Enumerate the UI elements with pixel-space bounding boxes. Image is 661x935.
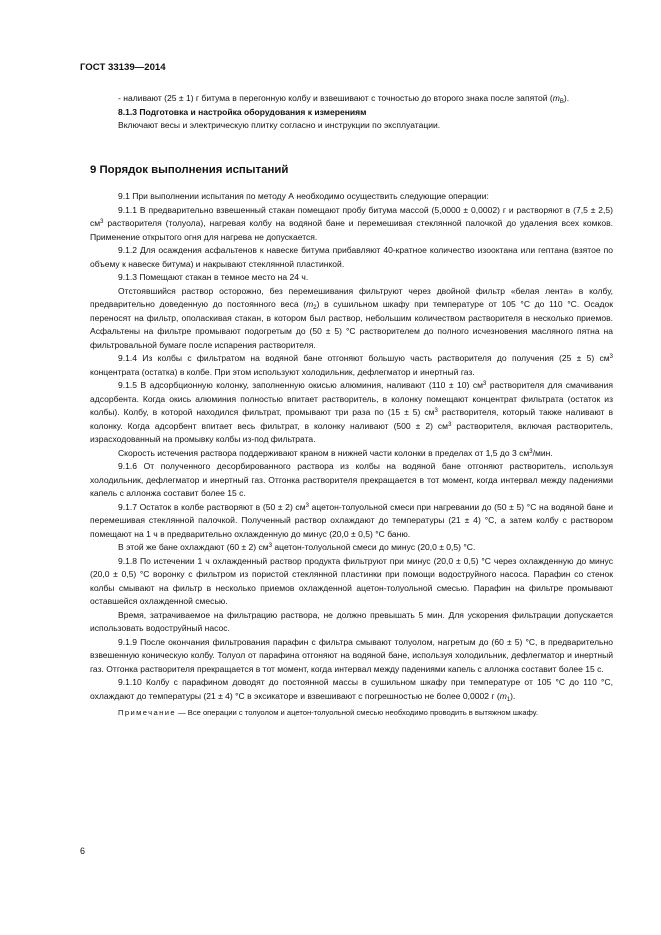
subsection-heading-8-1-3: 8.1.3 Подготовка и настройка оборудования к измерениям xyxy=(118,106,367,117)
paragraph-weigh-bitumen: - наливают (25 ± 1) г битума в перегонную колбу и взвешивают с точностью до второго знака после запятой $(m_B)$. xyxy=(118,93,570,105)
standard-header: ГОСТ 33139—2014 xyxy=(80,62,166,73)
note-text: — Все операции с толуолом и ацетон-толуольной смесью необходимо проводить в вытяжном шкафу. xyxy=(175,708,538,717)
paragraph-9-1-1: 9.1.1 В предварительно взвешенный стакан помещают пробу битума массой (5,0000 ± 0,0002) г и растворяют в (7,5 ± 2,5) $см^3$ растворителя (толуола), нагревая колбу на водяной бане и перемешивая стеклянной палочкой до удаления всех комков. Применение открытого огня для нагрева не допускается. xyxy=(90,204,613,242)
section-9-body xyxy=(90,190,613,719)
paragraph-9-1-10: 9.1.10 Колбу с парафином доводят до постоянной массы в сушильном шкафу при температуре от 105 °С до 110 °С, охлаждают до температуры (21 ± 4) °С в эксикаторе и взвешивают с погрешностью не более 0,0002 г $(m_1)$. xyxy=(90,677,613,703)
paragraph-9-1-9: 9.1.9 После окончания фильтрования парафин с фильтра смывают толуолом, нагретым до (60 ± 5) °С, в предварительно взвешенную коническую колбу. Толуол от парафина отгоняют на водяной бане, используя холодильник, дефлегматор и инертный газ. Отгонка растворителя прекращается в тот момент, когда интервал между падениями капель с аллонжа составит более 15 с. xyxy=(90,636,613,674)
paragraph-same-bath: В этой же бане охлаждают (60 ± 2) $см^3$ ацетон-толуольной смеси до минус (20,0 ± 0,5) °С. xyxy=(118,542,476,552)
paragraph-9-1-3: 9.1.3 Помещают стакан в темное место на 24 ч. xyxy=(118,272,309,282)
paragraph-8-1-3: Включают весы и электрическую плитку согласно и инструкции по эксплуатации. xyxy=(118,120,441,130)
paragraph-9-1-4: 9.1.4 Из колбы с фильтратом на водяной бане отгоняют большую часть растворителя до получения (25 ± 5) $см^3$ концентрата (остатка) в колбе. При этом используют холодильник, дефлегматор и инертный газ. xyxy=(90,353,613,377)
section-8-tail xyxy=(90,92,613,133)
note xyxy=(90,707,613,719)
note-label: Примечание xyxy=(118,708,176,717)
paragraph-flow-rate: Скорость истечения раствора поддерживают краном в нижней части колонки в пределах от 1,5 до 3 $см^3$/мин. xyxy=(118,447,553,458)
page-number: 6 xyxy=(80,846,86,856)
paragraph-9-1-7: 9.1.7 Остаток в колбе растворяют в (50 ± 2) $см^3$ ацетон-толуольной смеси при нагревании до (50 ± 5) °С на водяной бане и перемешивая стеклянной палочкой. Полученный раствор охлаждают до температуры (21 ± 4) °С, а затем колбу с раствором помещают на 1 ч в предварительно охлажденную до минус (20,0 ± 0,5) °С баню. xyxy=(90,501,613,539)
paragraph-settled-solution: Отстоявшийся раствор осторожно, без перемешивания фильтруют через двойной фильтр «белая лента» в колбу, предварительно доведенную до постоянного веса $(m_2)$ в сушильном шкафу при температуре от 105 °С до 110 °С. Осадок переносят на фильтр, ополаскивая стакан, в котором был раствор, небольшим количеством растворителя в несколько приемов. Асфальтены на фильтре промывают подогретым до (50 ± 5) °С растворителем до полного исчезновения масляного пятна на фильтровальной бумаге после испарения растворителя. xyxy=(90,285,613,350)
paragraph-9-1-5: 9.1.5 В адсорбционную колонку, заполненную окисью алюминия, наливают (110 ± 10) $см^3$ растворителя для смачивания адсорбента. Когда окись алюминия полностью впитает растворитель, в колонку помещают концентрат фильтрата (остаток из колбы). Колбу, в которой находился фильтрат, промывают три раза по (15 ± 5) $см^3$ растворителя, который также наливают в колонку. Когда адсорбент впитает весь фильтрат, в колонку наливают (500 ± 2) $см^3$ растворителя, включая растворитель, израсходованный на промывку колбы из-под фильтрата. xyxy=(90,380,614,444)
section-title-9: 9 Порядок выполнения испытаний xyxy=(90,164,289,176)
paragraph-9-1-2: 9.1.2 Для осаждения асфальтенов к навеске битума прибавляют 40-кратное количество изооктана или гептана (взятое по объему к навеске битума) и накрывают стеклянной пластинкой. xyxy=(90,245,613,269)
paragraph-9-1: 9.1 При выполнении испытания по методу А необходимо осуществить следующие операции: xyxy=(118,191,489,201)
paragraph-9-1-8: 9.1.8 По истечении 1 ч охлажденный раствор продукта фильтруют при минус (20,0 ± 0,5) °С через охлажденную до минус (20,0 ± 0,5) °С воронку с фильтром из пористой стеклянной пластинки при помощи водоструйного насоса. Парафин со стенок колбы смывают на фильтр в несколько приемов охлажденной ацетон-толуольной смесью. Парафин на фильтре промывают оставшейся охлажденной смесью. xyxy=(90,555,613,606)
paragraph-9-1-6: 9.1.6 От полученного десорбированного раствора из колбы на водяной бане отгоняют растворитель, используя холодильник, дефлегматор и инертный газ. Отгонка растворителя прекращается в тот момент, когда интервал между падениями капель с аллонжа составит более 15 с. xyxy=(90,461,613,498)
paragraph-filtration-time: Время, затрачиваемое на фильтрацию раствора, не должно превышать 5 мин. Для ускорения фильтрации допускается использовать водоструйный насос. xyxy=(90,609,613,633)
